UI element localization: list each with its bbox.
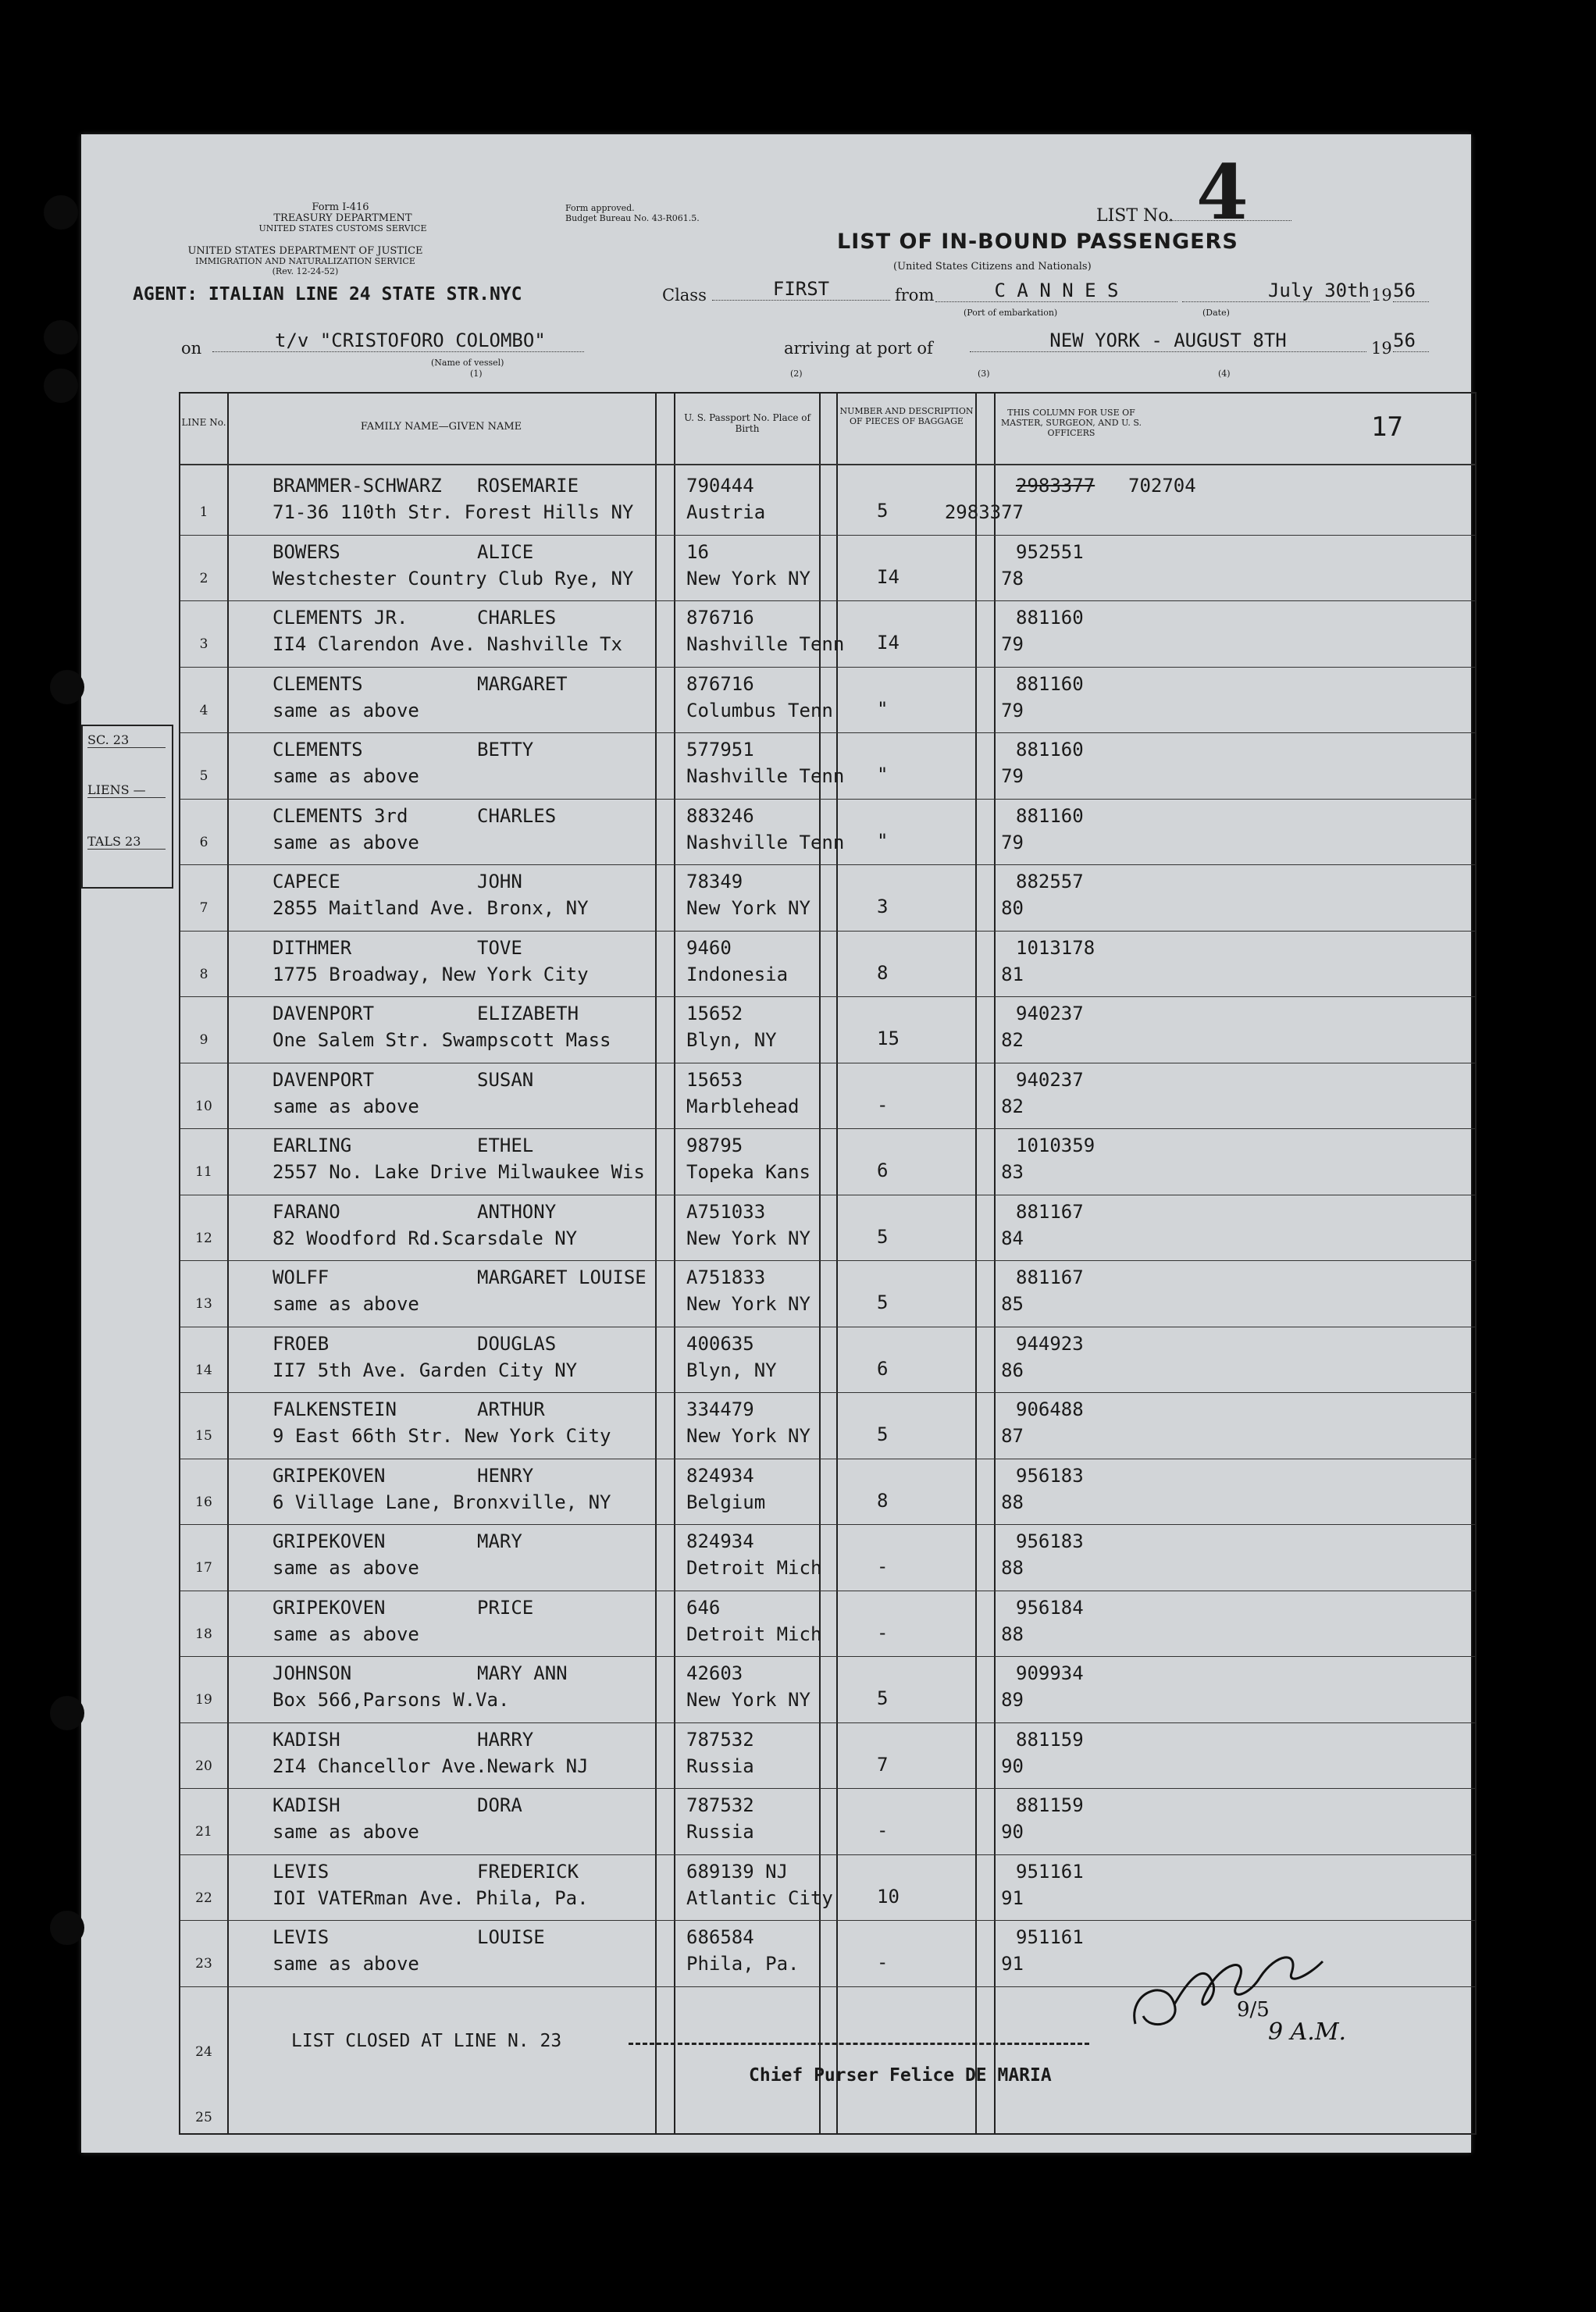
arrival-year-prefix: 19 [1371, 339, 1392, 358]
given-name: CHARLES [477, 804, 557, 827]
home-address: same as above [273, 765, 419, 787]
baggage-number: 78 [1001, 567, 1024, 590]
header-baggage: NUMBER AND DESCRIPTION OF PIECES OF BAGGAGE [839, 406, 974, 426]
family-name: GRIPEKOVEN [273, 1530, 386, 1552]
baggage-pieces: 5 [877, 1225, 889, 1248]
line-number: 23 [195, 1956, 212, 1972]
home-address: 6 Village Lane, Bronxville, NY [273, 1491, 611, 1513]
given-name: ROSEMARIE [477, 475, 579, 497]
line-number: 10 [195, 1098, 212, 1114]
line-number: 22 [195, 1890, 212, 1906]
home-address: same as above [273, 1953, 419, 1975]
class-value: FIRST [712, 278, 890, 301]
row-divider [180, 1656, 1475, 1657]
place-of-birth: Nashville Tenn [686, 765, 845, 787]
line-number: 9 [199, 1032, 208, 1048]
place-of-birth: New York NY [686, 1293, 810, 1315]
officer-code: 881167 [1016, 1200, 1084, 1223]
line-number: 15 [195, 1428, 212, 1444]
baggage-number: 79 [1001, 831, 1024, 853]
family-name: DITHMER [273, 936, 352, 959]
agent-line: AGENT: ITALIAN LINE 24 STATE STR.NYC [133, 284, 522, 305]
row-divider [180, 732, 1475, 733]
line-number: 12 [195, 1230, 212, 1246]
column-number: (3) [978, 369, 990, 379]
row-divider [180, 1260, 1475, 1261]
given-name: MARY [477, 1530, 522, 1552]
officer-code: 881160 [1016, 672, 1084, 695]
baggage-pieces: I4 [877, 632, 900, 654]
line-number: 4 [199, 702, 208, 718]
given-name: PRICE [477, 1596, 534, 1619]
family-name: FARANO [273, 1200, 340, 1223]
officer-code: 944923 [1016, 1332, 1084, 1355]
given-name: HARRY [477, 1728, 534, 1751]
arriving-label: arriving at port of [784, 339, 933, 358]
row-divider [180, 1788, 1475, 1789]
officer-code: 951161 [1016, 1860, 1084, 1883]
passport-number: 646 [686, 1596, 721, 1619]
family-name: LEVIS [273, 1926, 330, 1948]
punch-hole [44, 320, 78, 354]
list-number: 4 [1196, 148, 1249, 237]
given-name: HENRY [477, 1464, 534, 1487]
baggage-pieces: I4 [877, 565, 900, 588]
baggage-number: 84 [1001, 1227, 1024, 1249]
passport-number: 689139 NJ [686, 1860, 789, 1883]
chief-purser: Chief Purser Felice DE MARIA [749, 2065, 1052, 2086]
baggage-pieces: 15 [877, 1028, 900, 1049]
vessel-name: t/v "CRISTOFORO COLOMBO" [212, 330, 584, 352]
line-number: 7 [199, 900, 208, 916]
given-name: DOUGLAS [477, 1332, 557, 1355]
baggage-number: 83 [1001, 1161, 1024, 1183]
column-divider [227, 394, 229, 2133]
place-of-birth: New York NY [686, 1227, 810, 1249]
side-stamp-line: TALS 23 [87, 834, 166, 850]
home-address: IOI VATERman Ave. Phila, Pa. [273, 1886, 589, 1909]
baggage-number: 89 [1001, 1689, 1024, 1711]
baggage-number: 2983377 [944, 501, 1024, 523]
home-address: Westchester Country Club Rye, NY [273, 567, 634, 590]
given-name: ARTHUR [477, 1398, 545, 1420]
family-name: CLEMENTS 3rd [273, 804, 408, 827]
passport-number: 42603 [686, 1662, 743, 1684]
line-number: 6 [199, 834, 208, 850]
baggage-number: 86 [1001, 1359, 1024, 1381]
row-divider [180, 864, 1475, 865]
place-of-birth: Detroit Mich [686, 1557, 822, 1579]
family-name: BOWERS [273, 540, 340, 563]
passport-number: 78349 [686, 871, 743, 892]
family-name: LEVIS [273, 1860, 330, 1883]
baggage-pieces: 5 [877, 1687, 889, 1709]
passport-number: 790444 [686, 475, 754, 497]
family-name: DAVENPORT [273, 1068, 375, 1091]
punch-hole [50, 670, 84, 704]
passport-number: 9460 [686, 936, 732, 959]
passport-number: 15653 [686, 1068, 743, 1091]
place-of-birth: New York NY [686, 897, 810, 919]
officer-code: 1010359 [1016, 1135, 1095, 1156]
row-divider [180, 1392, 1475, 1393]
row-divider [180, 1854, 1475, 1855]
passport-number: 686584 [686, 1926, 754, 1948]
home-address: 82 Woodford Rd.Scarsdale NY [273, 1227, 578, 1249]
given-name: SUSAN [477, 1068, 534, 1091]
place-of-birth: Indonesia [686, 963, 789, 985]
passport-number: 876716 [686, 672, 754, 695]
handwritten-signature [1120, 1930, 1377, 2047]
column-divider [655, 394, 657, 2133]
baggage-number: 79 [1001, 633, 1024, 655]
immigration-service: IMMIGRATION AND NATURALIZATION SERVICE [195, 256, 415, 266]
column-divider [674, 394, 675, 2133]
page-subtitle: (United States Citizens and Nationals) [893, 261, 1092, 273]
port-of-embarkation-note: (Port of embarkation) [964, 308, 1058, 318]
arrival-port: NEW YORK - AUGUST 8TH [970, 330, 1366, 352]
row-divider [180, 799, 1475, 800]
line-number: 24 [195, 2044, 212, 2060]
place-of-birth: Austria [686, 501, 766, 523]
home-address: One Salem Str. Swampscott Mass [273, 1029, 611, 1051]
baggage-pieces: - [877, 1819, 889, 1841]
year-suffix: 56 [1393, 280, 1429, 302]
officer-code: 882557 [1016, 871, 1084, 892]
signature-time: 9 A.M. [1268, 2018, 1347, 2046]
baggage-pieces: 6 [877, 1357, 889, 1380]
class-label: Class [662, 286, 707, 305]
header-divider [180, 464, 1475, 465]
baggage-number: 87 [1001, 1425, 1024, 1447]
family-name: CLEMENTS JR. [273, 607, 408, 629]
row-divider [180, 1128, 1475, 1129]
family-name: KADISH [273, 1728, 340, 1751]
row-divider [180, 1920, 1475, 1921]
baggage-pieces: 10 [877, 1885, 900, 1908]
line-number: 2 [199, 570, 208, 586]
baggage-pieces: 7 [877, 1753, 889, 1776]
home-address: same as above [273, 1293, 419, 1315]
home-address: 9 East 66th Str. New York City [273, 1425, 611, 1447]
given-name: FREDERICK [477, 1860, 579, 1883]
home-address: II4 Clarendon Ave. Nashville Tx [273, 633, 622, 655]
baggage-number: 88 [1001, 1491, 1024, 1513]
baggage-pieces: 5 [877, 500, 889, 522]
place-of-birth: New York NY [686, 567, 810, 590]
officer-code: 956183 [1016, 1464, 1084, 1487]
line-number: 18 [195, 1626, 212, 1642]
passport-number: 16 [686, 540, 709, 563]
signature-note: 9/5 [1237, 1998, 1270, 2022]
date-note: (Date) [1202, 308, 1230, 318]
officer-code: 702704 [1128, 475, 1196, 497]
baggage-pieces: " [877, 764, 889, 786]
manifest-page [81, 134, 1471, 2153]
baggage-pieces: - [877, 1555, 889, 1577]
given-name: DORA [477, 1794, 522, 1816]
officer-code: 881159 [1016, 1794, 1084, 1816]
row-divider [180, 667, 1475, 668]
passport-number: 15652 [686, 1003, 743, 1024]
baggage-pieces: 5 [877, 1291, 889, 1313]
passenger-table [179, 392, 1477, 2135]
place-of-birth: Russia [686, 1754, 754, 1777]
passport-number: 787532 [686, 1794, 754, 1816]
form-number: Form I-416 [312, 201, 369, 213]
officer-code: 906488 [1016, 1398, 1084, 1420]
place-of-birth: Blyn, NY [686, 1359, 777, 1381]
column-number: (4) [1218, 369, 1231, 379]
home-address: II7 5th Ave. Garden City NY [273, 1359, 578, 1381]
place-of-birth: Atlantic City [686, 1886, 833, 1909]
side-stamp [81, 725, 173, 889]
punch-hole [44, 369, 78, 403]
baggage-number: 82 [1001, 1029, 1024, 1051]
baggage-number: 90 [1001, 1821, 1024, 1843]
home-address: same as above [273, 1557, 419, 1579]
column-number: (1) [470, 369, 483, 379]
given-name: ELIZABETH [477, 1003, 579, 1024]
baggage-pieces: - [877, 1093, 889, 1116]
baggage-pieces: - [877, 1621, 889, 1644]
row-divider [180, 600, 1475, 601]
line-number: 8 [199, 966, 208, 982]
place-of-birth: Blyn, NY [686, 1029, 777, 1051]
baggage-number: 79 [1001, 765, 1024, 787]
place-of-birth: Marblehead [686, 1095, 800, 1117]
officer-code: 881160 [1016, 739, 1084, 761]
arrival-year-suffix: 56 [1393, 330, 1429, 352]
list-label: LIST No. [1096, 206, 1174, 226]
given-name: TOVE [477, 936, 522, 959]
row-divider [180, 931, 1475, 932]
home-address: 2557 No. Lake Drive Milwaukee Wis [273, 1161, 645, 1183]
officer-code: 951161 [1016, 1926, 1084, 1948]
place-of-birth: Topeka Kans [686, 1161, 810, 1183]
place-of-birth: New York NY [686, 1689, 810, 1711]
closing-dashes [629, 2043, 1089, 2045]
row-divider [180, 535, 1475, 536]
family-name: CLEMENTS [273, 739, 363, 761]
baggage-number: 79 [1001, 699, 1024, 721]
passport-number: A751833 [686, 1266, 766, 1288]
passport-number: 787532 [686, 1728, 754, 1751]
baggage-pieces: " [877, 697, 889, 720]
on-label: on [181, 339, 202, 358]
form-approved: Form approved. [565, 203, 635, 213]
header-line-no: LINE No. [181, 417, 226, 428]
vessel-note: (Name of vessel) [431, 358, 504, 368]
line-number: 17 [195, 1560, 212, 1576]
home-address: 1775 Broadway, New York City [273, 963, 589, 985]
home-address: same as above [273, 831, 419, 853]
baggage-number: 80 [1001, 897, 1024, 919]
punch-hole [50, 1696, 84, 1730]
family-name: DAVENPORT [273, 1003, 375, 1024]
baggage-pieces: 8 [877, 1489, 889, 1512]
home-address: Box 566,Parsons W.Va. [273, 1689, 510, 1711]
baggage-number: 85 [1001, 1293, 1024, 1315]
officer-code: 956183 [1016, 1530, 1084, 1552]
place-of-birth: Phila, Pa. [686, 1953, 800, 1975]
passport-number: 883246 [686, 804, 754, 827]
baggage-pieces: 6 [877, 1160, 889, 1181]
line-number: 25 [195, 2110, 212, 2125]
passport-number: 400635 [686, 1332, 754, 1355]
header-officers: THIS COLUMN FOR USE OF MASTER, SURGEON, AND U. S. OFFICERS [1000, 408, 1142, 438]
home-address: same as above [273, 1821, 419, 1843]
row-divider [180, 1722, 1475, 1723]
family-name: KADISH [273, 1794, 340, 1816]
baggage-pieces: " [877, 829, 889, 852]
officer-code: 956184 [1016, 1596, 1084, 1619]
baggage-pieces: 8 [877, 961, 889, 984]
passport-number: 824934 [686, 1530, 754, 1552]
officer-code: 881160 [1016, 804, 1084, 827]
baggage-number: 88 [1001, 1557, 1024, 1579]
port-of-embarkation: C A N N E S [935, 280, 1177, 302]
baggage-number: 88 [1001, 1623, 1024, 1645]
family-name: CLEMENTS [273, 672, 363, 695]
given-name: MARGARET LOUISE [477, 1266, 647, 1288]
place-of-birth: Russia [686, 1821, 754, 1843]
treasury-department: TREASURY DEPARTMENT [273, 212, 412, 224]
side-stamp-line: LIENS — [87, 782, 166, 798]
year-prefix: 19 [1371, 286, 1392, 305]
home-address: 2855 Maitland Ave. Bronx, NY [273, 897, 589, 919]
home-address: same as above [273, 1623, 419, 1645]
revision-date: (Rev. 12-24-52) [272, 266, 339, 276]
baggage-number: 81 [1001, 963, 1024, 985]
given-name: LOUISE [477, 1926, 545, 1948]
baggage-pieces: 5 [877, 1423, 889, 1445]
from-label: from [895, 286, 935, 305]
given-name: MARY ANN [477, 1662, 568, 1684]
customs-service: UNITED STATES CUSTOMS SERVICE [258, 223, 427, 233]
line-number: 5 [199, 768, 208, 784]
baggage-pieces: 3 [877, 896, 889, 917]
row-divider [180, 1524, 1475, 1525]
passport-number: A751033 [686, 1200, 766, 1223]
passport-number: 876716 [686, 607, 754, 629]
officer-code: 909934 [1016, 1662, 1084, 1684]
list-closed-note: LIST CLOSED AT LINE N. 23 [291, 2031, 562, 2051]
line-number: 20 [195, 1758, 212, 1774]
home-address: same as above [273, 1095, 419, 1117]
officer-code: 940237 [1016, 1003, 1084, 1024]
family-name: GRIPEKOVEN [273, 1596, 386, 1619]
given-name: MARGARET [477, 672, 568, 695]
place-of-birth: Columbus Tenn [686, 699, 833, 721]
line-number: 13 [195, 1296, 212, 1312]
line-number: 14 [195, 1362, 212, 1378]
header-passport: U. S. Passport No. Place of Birth [684, 412, 810, 434]
side-stamp-line: SC. 23 [87, 732, 166, 748]
list-number-underline [1167, 220, 1291, 221]
passport-number: 824934 [686, 1464, 754, 1487]
officer-code: 881159 [1016, 1728, 1084, 1751]
home-address: 2I4 Chancellor Ave.Newark NJ [273, 1754, 589, 1777]
budget-bureau: Budget Bureau No. 43-R061.5. [565, 213, 700, 223]
place-of-birth: New York NY [686, 1425, 810, 1447]
baggage-pieces: - [877, 1951, 889, 1973]
home-address: 71-36 110th Str. Forest Hills NY [273, 501, 634, 523]
given-name: CHARLES [477, 607, 557, 629]
row-divider [180, 996, 1475, 997]
page-title: LIST OF IN-BOUND PASSENGERS [837, 230, 1238, 254]
family-name: BRAMMER-SCHWARZ [273, 475, 442, 497]
passport-number: 98795 [686, 1135, 743, 1156]
family-name: FROEB [273, 1332, 330, 1355]
officer-code: 1013178 [1016, 936, 1095, 959]
family-name: EARLING [273, 1135, 352, 1156]
line-number: 21 [195, 1824, 212, 1840]
given-name: ANTHONY [477, 1200, 557, 1223]
place-of-birth: Detroit Mich [686, 1623, 822, 1645]
given-name: JOHN [477, 871, 522, 892]
passport-number: 334479 [686, 1398, 754, 1420]
passport-number: 577951 [686, 739, 754, 761]
family-name: CAPECE [273, 871, 340, 892]
officer-code: 940237 [1016, 1068, 1084, 1091]
line-number: 16 [195, 1494, 212, 1510]
punch-hole [50, 1911, 84, 1945]
embark-date: July 30th [1182, 280, 1370, 302]
column-number: (2) [790, 369, 803, 379]
line-number: 1 [199, 504, 208, 520]
officer-code: 952551 [1016, 540, 1084, 563]
place-of-birth: Belgium [686, 1491, 766, 1513]
line-number: 19 [195, 1692, 212, 1708]
baggage-number: 82 [1001, 1095, 1024, 1117]
home-address: same as above [273, 699, 419, 721]
officer-code: 881160 [1016, 607, 1084, 629]
baggage-number: 90 [1001, 1754, 1024, 1777]
baggage-number: 91 [1001, 1953, 1024, 1975]
place-of-birth: Nashville Tenn [686, 831, 845, 853]
department-of-justice: UNITED STATES DEPARTMENT OF JUSTICE [187, 245, 423, 257]
line-number: 3 [199, 636, 208, 652]
margin-page-number: 17 [1371, 411, 1403, 443]
given-name: ALICE [477, 540, 534, 563]
punch-hole [44, 195, 78, 230]
given-name: BETTY [477, 739, 534, 761]
family-name: GRIPEKOVEN [273, 1464, 386, 1487]
officer-code: 881167 [1016, 1266, 1084, 1288]
family-name: WOLFF [273, 1266, 330, 1288]
officer-code-struck: 2983377 [1016, 475, 1095, 497]
family-name: JOHNSON [273, 1662, 352, 1684]
given-name: ETHEL [477, 1135, 534, 1156]
line-number: 11 [195, 1164, 212, 1180]
header-name: FAMILY NAME—GIVEN NAME [360, 421, 522, 433]
place-of-birth: Nashville Tenn [686, 633, 845, 655]
baggage-number: 91 [1001, 1886, 1024, 1909]
family-name: FALKENSTEIN [273, 1398, 397, 1420]
